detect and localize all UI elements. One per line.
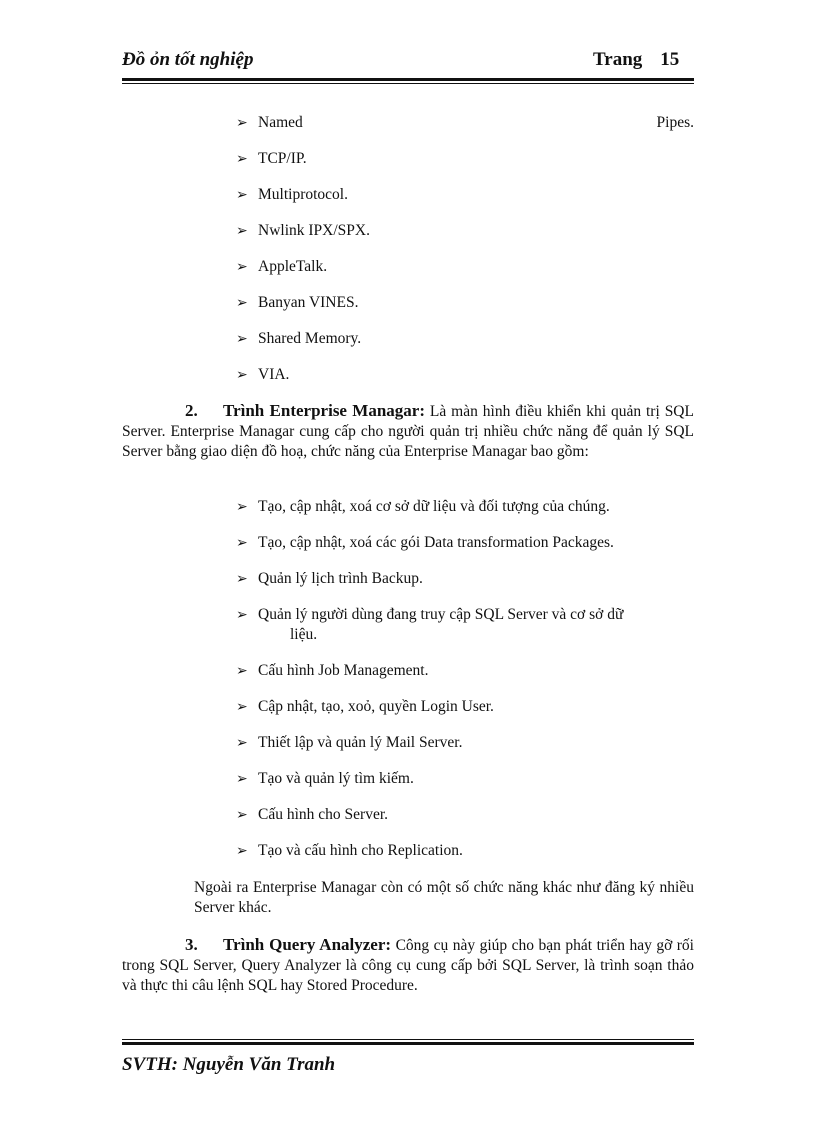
section-3-paragraph [122, 935, 694, 996]
section-3-title: Trình Query Analyzer: [223, 935, 392, 954]
arrow-bullet-icon: ➢ [236, 187, 248, 203]
list-item-text-line1: Quản lý người dùng đang truy cập SQL Server và cơ sở dữ [258, 606, 624, 623]
list-item-text: Shared Memory. [258, 330, 362, 347]
arrow-bullet-icon: ➢ [236, 699, 248, 715]
other-functions-paragraph: Ngoài ra Enterprise Managar còn có một số chức năng khác như đăng ký nhiều Server khác. [194, 879, 694, 916]
list-item-text: Nwlink IPX/SPX. [258, 222, 370, 239]
arrow-bullet-icon: ➢ [236, 499, 248, 515]
arrow-bullet-icon: ➢ [236, 843, 248, 859]
footer-rule-thick [122, 1042, 694, 1045]
arrow-bullet-icon: ➢ [236, 115, 248, 131]
list-item-text: Multiprotocol. [258, 186, 348, 203]
list-item-text: Tạo và cấu hình cho Replication. [258, 842, 463, 859]
list-item-text: Tạo, cập nhật, xoá các gói Data transformation Packages. [258, 534, 614, 551]
section-2-intro: Là màn hình điều khiển khi quản trị SQL Server. Enterprise Managar cung cấp cho người quản trị nhiều chức năng để quản lý SQL Server bằng giao diện đồ hoạ, chức năng của Enterprise Managar bao gồm: [122, 403, 694, 460]
footer-rule-thin [122, 1039, 694, 1040]
list-item-text [258, 605, 694, 645]
section-2-paragraph [122, 401, 694, 462]
page-label: Trang [593, 49, 643, 70]
list-item-text: Cấu hình cho Server. [258, 806, 389, 823]
arrow-bullet-icon: ➢ [236, 151, 248, 167]
arrow-bullet-icon: ➢ [236, 735, 248, 751]
list-item-text-right: Pipes. [656, 114, 694, 131]
list-item-text: Tạo, cập nhật, xoá cơ sở dữ liệu và đối tượng của chúng. [258, 498, 610, 515]
arrow-bullet-icon: ➢ [236, 259, 248, 275]
arrow-bullet-icon: ➢ [236, 367, 248, 383]
arrow-bullet-icon: ➢ [236, 223, 248, 239]
header-rule-thick [122, 78, 694, 81]
list-item-text: Banyan VINES. [258, 294, 359, 311]
list-item-text: TCP/IP. [258, 150, 307, 167]
section-3-intro: Công cụ này giúp cho bạn phát triển hay gỡ rối trong SQL Server, Query Analyzer là công cụ cung cấp bởi SQL Server, là trình soạn thảo và thực thi câu lệnh SQL hay Stored Procedure. [122, 937, 694, 994]
list-item-text: VIA. [258, 366, 290, 383]
list-item-text-line2: liệu. [290, 626, 318, 643]
list-item-text: Tạo và quản lý tìm kiếm. [258, 770, 414, 787]
arrow-bullet-icon: ➢ [236, 295, 248, 311]
arrow-bullet-icon: ➢ [236, 663, 248, 679]
list-item-text [258, 113, 694, 133]
section-2-number: 2. [185, 401, 198, 420]
page-number-value: 15 [660, 49, 680, 70]
header-title: Đồ ỏn tốt nghiệp [122, 49, 254, 70]
header-rule-thin [122, 83, 694, 84]
arrow-bullet-icon: ➢ [236, 571, 248, 587]
section-2-title: Trình Enterprise Managar: [223, 401, 425, 420]
list-item-text: Thiết lập và quản lý Mail Server. [258, 734, 463, 751]
footer-author: SVTH: Nguyễn Văn Tranh [122, 1054, 336, 1075]
arrow-bullet-icon: ➢ [236, 535, 248, 551]
page-number [593, 49, 679, 71]
list-item-text: Quản lý lịch trình Backup. [258, 570, 423, 587]
list-item-text: AppleTalk. [258, 258, 328, 275]
list-item-text-left: Named [258, 114, 303, 131]
arrow-bullet-icon: ➢ [236, 771, 248, 787]
arrow-bullet-icon: ➢ [236, 607, 248, 623]
section-3-number: 3. [185, 935, 198, 954]
list-item-text: Cấu hình Job Management. [258, 662, 429, 679]
arrow-bullet-icon: ➢ [236, 331, 248, 347]
list-item-text: Cập nhật, tạo, xoỏ, quyền Login User. [258, 698, 494, 715]
arrow-bullet-icon: ➢ [236, 807, 248, 823]
